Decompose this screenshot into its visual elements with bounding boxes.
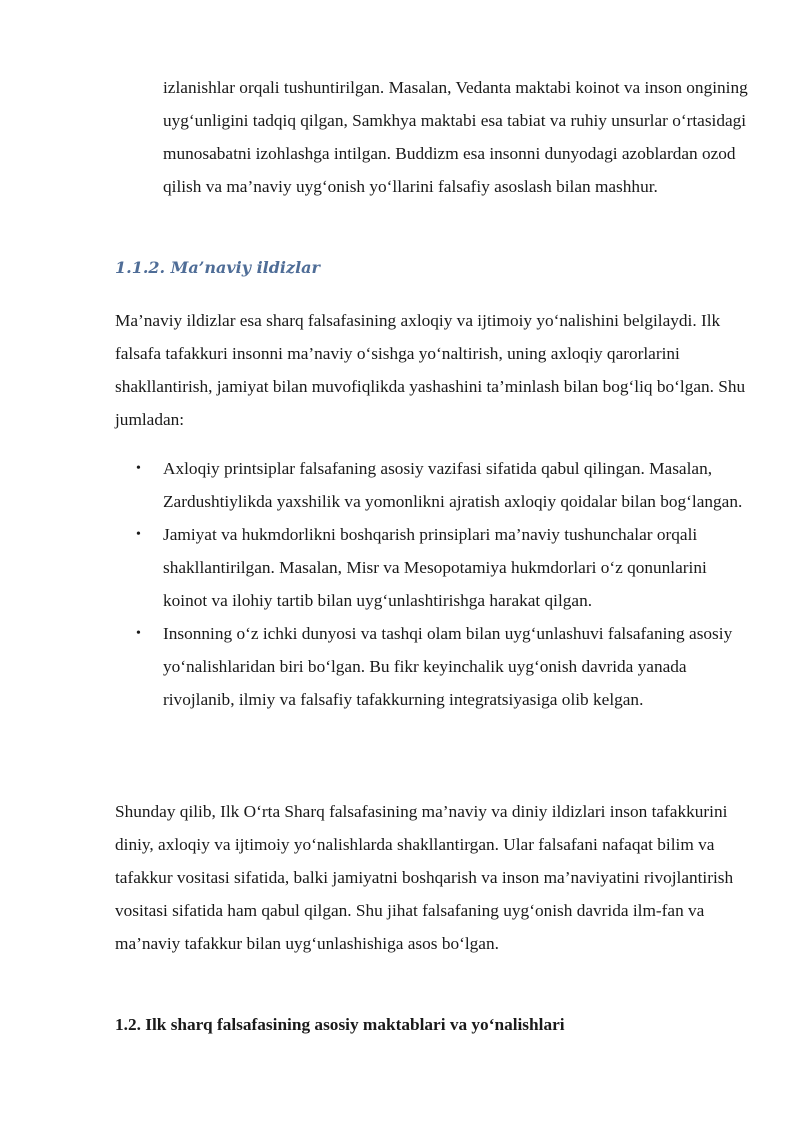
bullet-text-3: Insonning o‘z ichki dunyosi va tashqi olam bilan uyg‘unlashuvi falsafaning asosiy yo‘nalishlaridan biri bo‘lgan. Bu fikr keyinchalik uyg‘onish davrida yanada rivojlanib, ilmiy va falsafiy tafakkurning integratsiyasiga olib kelgan.	[163, 624, 733, 709]
bullet-icon: •	[136, 626, 141, 641]
bullet-text-2: Jamiyat va hukmdorlikni boshqarish prinsiplari ma’naviy tushunchalar orqali shakllantirilgan. Masalan, Misr va Mesopotamiya hukmdorlari o‘z qonunlarini koinot va ilohiy tartib bilan uyg‘unlashtirishga harakat qilgan.	[163, 525, 707, 610]
bullet-icon: •	[136, 461, 141, 476]
bullet-item-2	[115, 518, 755, 617]
body-paragraph-2: Shunday qilib, Ilk O‘rta Sharq falsafasining ma’naviy va diniy ildizlari inson tafakkurini diniy, axloqiy va ijtimoiy yo‘nalishlarda shakllantirgan. Ular falsafani nafaqat bilim va tafakkur vositasi sifatida, balki jamiyatni boshqarish va inson ma’naviyatini rivojlantirish vositasi sifatida ham qabul qilgan. Shu jihat falsafaning uyg‘onish davrida ilm-fan va ma’naviy tafakkur bilan uyg‘unlashishiga asos bo‘lgan.	[115, 802, 734, 953]
bullet-item-1	[115, 452, 755, 518]
intro-paragraph: izlanishlar orqali tushuntirilgan. Masalan, Vedanta maktabi koinot va inson ongining uyg‘unligini tadqiq qilgan, Samkhya maktabi esa tabiat va ruhiy unsurlar o‘rtasidagi munosabatni izohlashga intilgan. Buddizm esa insonni dunyodagi azoblardan ozod qilish va ma’naviy uyg‘onish yo‘llarini falsafiy asoslash bilan mashhur.	[163, 78, 748, 196]
section-heading: 1.2. Ilk sharq falsafasining asosiy maktablari va yo‘nalishlari	[115, 1015, 565, 1034]
bullet-item-3	[115, 617, 755, 716]
bullet-icon: •	[136, 527, 141, 542]
body-paragraph-1: Ma’naviy ildizlar esa sharq falsafasining axloqiy va ijtimoiy yo‘nalishini belgilaydi. Ilk falsafa tafakkuri insonni ma’naviy o‘sishga yo‘naltirish, uning axloqiy qarorlarini shakllantirish, jamiyat bilan muvofiqlikda yashashini ta’minlash bilan bog‘liq bo‘lgan. Shu jumladan:	[115, 311, 746, 429]
bullet-list	[115, 452, 755, 716]
subsection-heading: 1.1.2. Ma’naviy ildizlar	[115, 258, 320, 277]
bullet-text-1: Axloqiy printsiplar falsafaning asosiy vazifasi sifatida qabul qilingan. Masalan, Zardushtiylikda yaxshilik va yomonlikni ajratish axloqiy qoidalar bilan bog‘langan.	[163, 459, 743, 511]
